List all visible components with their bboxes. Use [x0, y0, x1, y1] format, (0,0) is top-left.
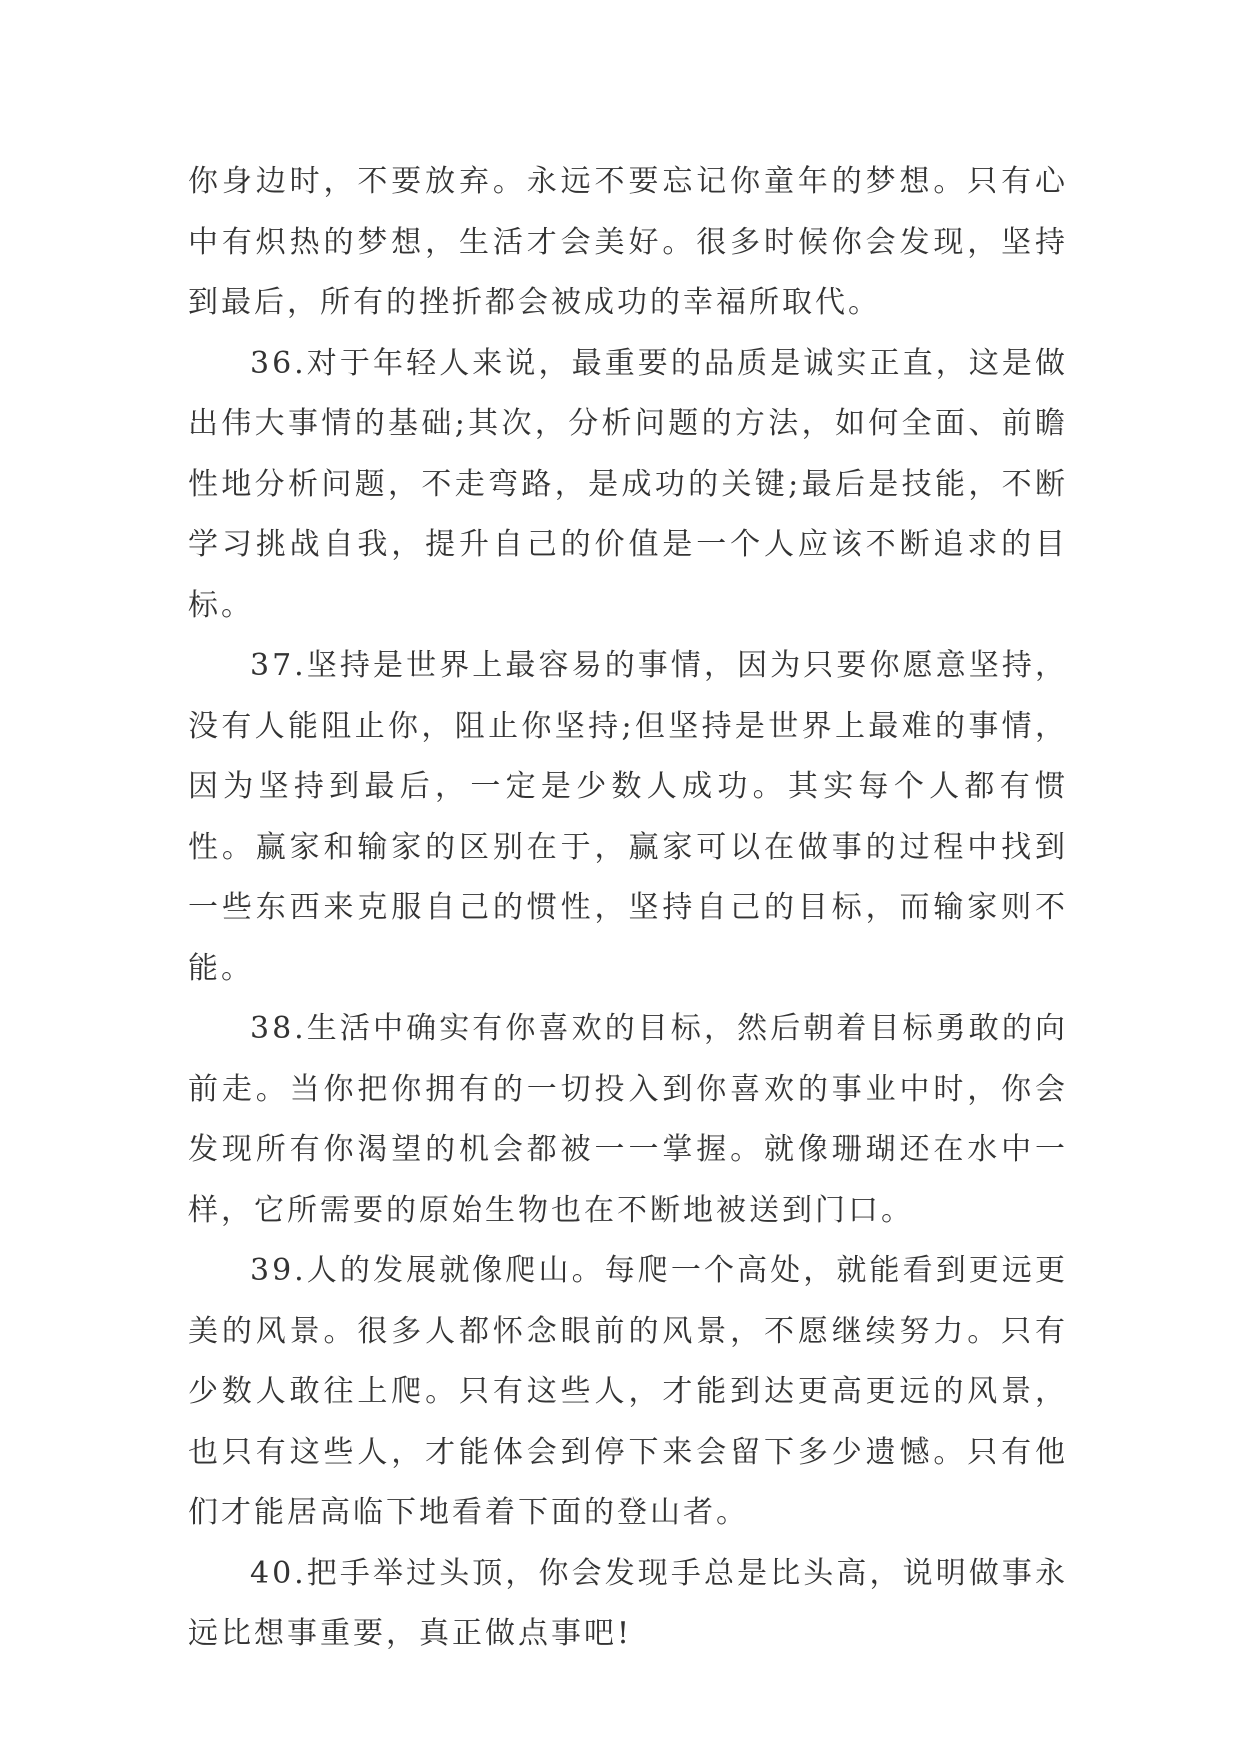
paragraph-item-38: 38.生活中确实有你喜欢的目标，然后朝着目标勇敢的向前走。当你把你拥有的一切投入到你喜欢的事业中时，你会发现所有你渴望的机会都被一一掌握。就像珊瑚还在水中一样，它所需要的原始生物也在不断地被送到门口。: [188, 1011, 1068, 1228]
paragraph-item-37: 37.坚持是世界上最容易的事情，因为只要你愿意坚持，没有人能阻止你，阻止你坚持;但坚持是世界上最难的事情，因为坚持到最后，一定是少数人成功。其实每个人都有惯性。赢家和输家的区别在于，赢家可以在做事的过程中找到一些东西来克服自己的惯性，坚持自己的目标，而输家则不能。: [188, 648, 1068, 986]
document-body: [188, 152, 1068, 1665]
paragraph-item-39: 39.人的发展就像爬山。每爬一个高处，就能看到更远更美的风景。很多人都怀念眼前的风景，不愿继续努力。只有少数人敢往上爬。只有这些人，才能到达更高更远的风景，也只有这些人，才能体会到停下来会留下多少遗憾。只有他们才能居高临下地看着下面的登山者。: [188, 1253, 1068, 1530]
paragraph-item-40: 40.把手举过头顶，你会发现手总是比头高，说明做事永远比想事重要，真正做点事吧!: [188, 1555, 1068, 1651]
paragraph-item-36: 36.对于年轻人来说，最重要的品质是诚实正直，这是做出伟大事情的基础;其次，分析问题的方法，如何全面、前瞻性地分析问题，不走弯路，是成功的关键;最后是技能，不断学习挑战自我，提升自己的价值是一个人应该不断追求的目标。: [188, 345, 1068, 623]
paragraph-continuation: 你身边时，不要放弃。永远不要忘记你童年的梦想。只有心中有炽热的梦想，生活才会美好。很多时候你会发现，坚持到最后，所有的挫折都会被成功的幸福所取代。: [188, 164, 1068, 320]
